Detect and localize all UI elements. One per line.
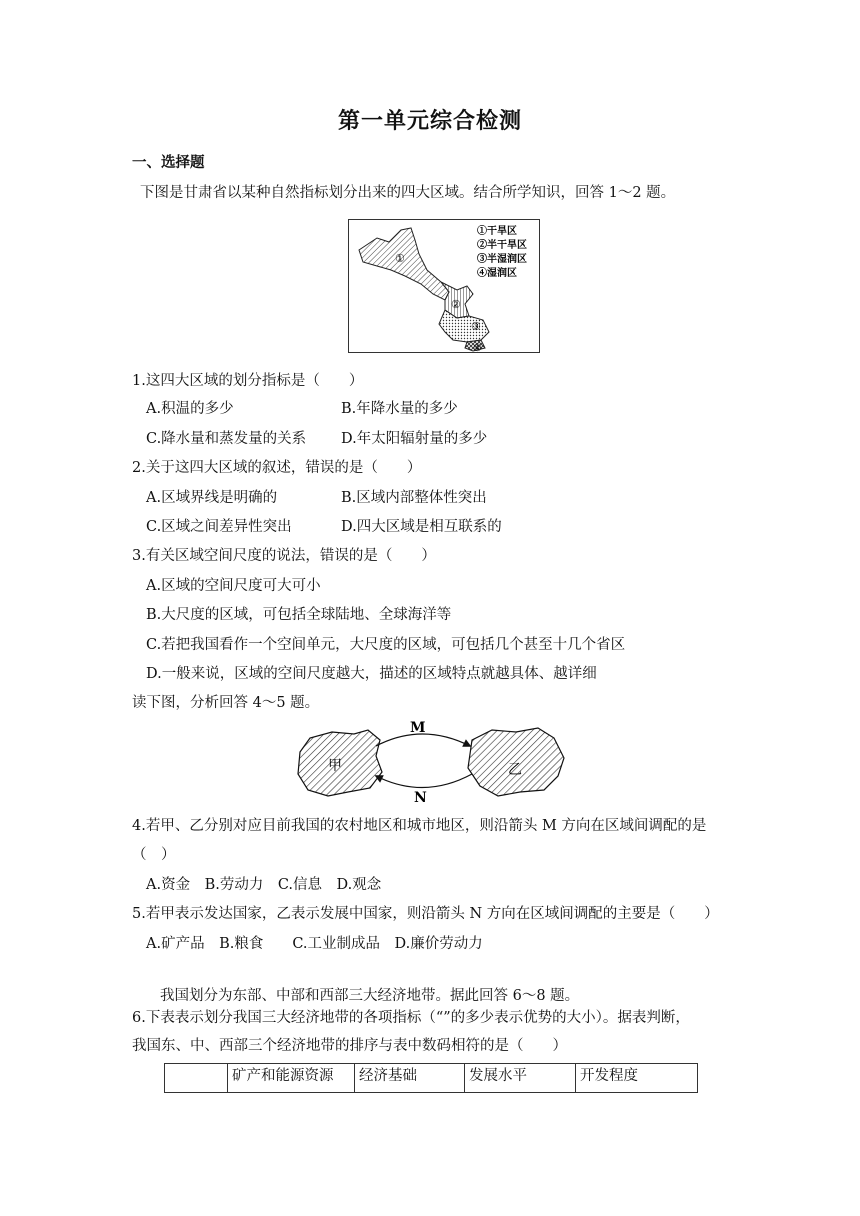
table-header-cell: 开发程度: [576, 1064, 698, 1093]
q1-option-d: D.年太阳辐射量的多少: [341, 431, 488, 447]
label-m: M: [410, 720, 426, 736]
map-label-2: ②: [451, 298, 461, 311]
q3-option-a: A.区域的空间尺度可大可小: [146, 578, 321, 594]
question-1: 1.这四大区域的划分指标是（ ）: [132, 373, 364, 389]
q5-options: A.矿产品 B.粮食 C.工业制成品 D.廉价劳动力: [146, 936, 483, 952]
question-5: 5.若甲表示发达国家，乙表示发展中国家，则沿箭头 N 方向在区域间调配的主要是（ ）: [132, 906, 719, 922]
gansu-map-drawing: [349, 220, 539, 352]
table-header-cell: [165, 1064, 228, 1093]
legend-semi-arid: ②半干旱区: [477, 240, 527, 251]
flow-diagram: [292, 716, 568, 806]
question-3: 3.有关区域空间尺度的说法，错误的是（ ）: [132, 548, 436, 564]
question-4: 4.若甲、乙分别对应目前我国的农村地区和城市地区，则沿箭头 M 方向在区域间调配的是: [132, 818, 707, 834]
intro-paragraph-1: 下图是甘肃省以某种自然指标划分出来的四大区域。结合所学知识，回答 1～2 题。: [140, 185, 676, 201]
arrow-n: [376, 774, 472, 788]
q1-option-a: A.积温的多少: [146, 401, 234, 417]
intro-paragraph-3: 我国划分为东部、中部和西部三大经济地带。据此回答 6～8 题。: [160, 988, 580, 1004]
q3-option-d: D.一般来说，区域的空间尺度越大，描述的区域特点就越具体、越详细: [146, 666, 597, 682]
q2-option-a: A.区域界线是明确的: [146, 490, 278, 506]
q4-options: A.资金 B.劳动力 C.信息 D.观念: [146, 877, 382, 893]
label-n: N: [414, 790, 427, 806]
q2-option-c: C.区域之间差异性突出: [146, 519, 292, 535]
question-6-continued: 我国东、中、西部三个经济地带的排序与表中数码相符的是（ ）: [132, 1038, 567, 1054]
q3-option-b: B.大尺度的区域，可包括全球陆地、全球海洋等: [146, 607, 452, 623]
map-label-3: ③: [471, 320, 481, 333]
table-header-row: [165, 1064, 698, 1093]
legend-humid: ④湿润区: [477, 268, 517, 279]
map-label-1: ①: [395, 252, 405, 265]
document-title: 第一单元综合检测: [337, 109, 522, 134]
intro-paragraph-2: 读下图，分析回答 4～5 题。: [132, 695, 320, 711]
gansu-region-map: [348, 219, 540, 353]
section-heading: 一、选择题: [132, 155, 205, 171]
q2-option-d: D.四大区域是相互联系的: [341, 519, 502, 535]
legend-arid: ①干旱区: [477, 226, 517, 237]
label-jia: 甲: [328, 758, 342, 774]
table-header-cell: 发展水平: [465, 1064, 576, 1093]
table-header-cell: 矿产和能源资源: [228, 1064, 355, 1093]
q1-option-b: B.年降水量的多少: [341, 401, 458, 417]
label-yi: 乙: [508, 762, 522, 778]
q2-option-b: B.区域内部整体性突出: [341, 490, 487, 506]
indicator-table: [164, 1063, 698, 1093]
table-header-cell: 经济基础: [355, 1064, 465, 1093]
question-6: 6.下表表示划分我国三大经济地带的各项指标（“”的多少表示优势的大小）。据表判断，: [132, 1010, 690, 1026]
question-4-continued: （ ）: [132, 847, 176, 863]
map-label-4: ④: [473, 343, 482, 352]
q1-option-c: C.降水量和蒸发量的关系: [146, 431, 307, 447]
q3-option-c: C.若把我国看作一个空间单元，大尺度的区域，可包括几个甚至十几个省区: [146, 637, 626, 653]
legend-semi-humid: ③半湿润区: [477, 254, 527, 265]
question-2: 2.关于这四大区域的叙述，错误的是（ ）: [132, 460, 422, 476]
